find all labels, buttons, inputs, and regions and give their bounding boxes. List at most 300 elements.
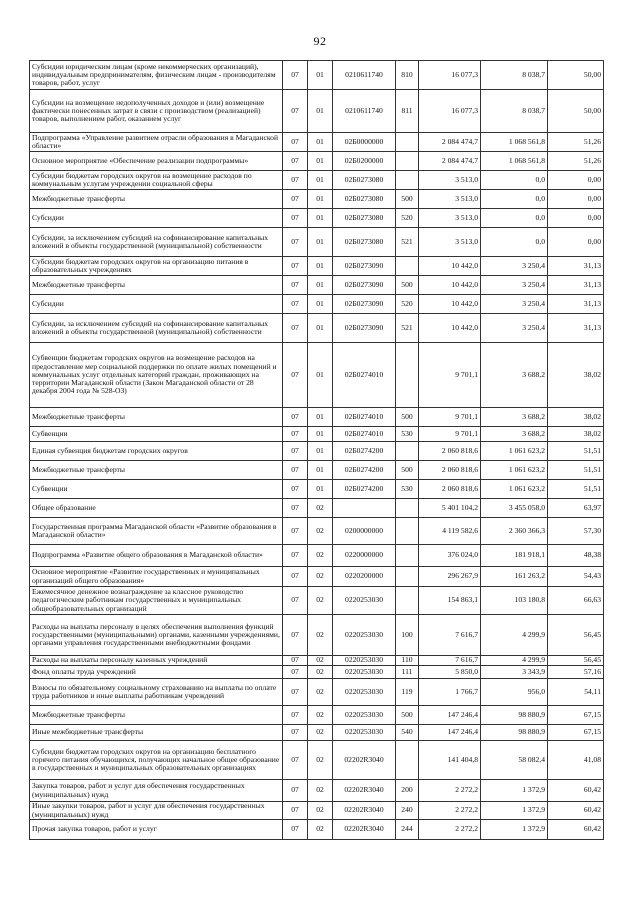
cell-actual-amount: 1 372,9 xyxy=(481,780,548,802)
cell-target-article: 02Б0274200 xyxy=(333,480,396,499)
cell-subsection: 01 xyxy=(308,276,333,295)
cell-actual-amount: 1 068 561,8 xyxy=(481,133,548,152)
cell-actual-amount: 3 688,2 xyxy=(481,427,548,442)
cell-expense-type: 111 xyxy=(396,666,419,679)
cell-name: Межбюджетные трансферты xyxy=(30,408,283,427)
cell-name: Основное мероприятие «Обеспечение реализации подпрограммы» xyxy=(30,152,283,171)
cell-section: 07 xyxy=(283,190,308,209)
cell-expense-type: 521 xyxy=(396,228,419,257)
cell-section: 07 xyxy=(283,427,308,442)
cell-percent: 60,42 xyxy=(548,780,604,802)
cell-section: 07 xyxy=(283,171,308,190)
cell-planned-amount: 5 401 104,2 xyxy=(419,499,481,518)
cell-subsection: 01 xyxy=(308,228,333,257)
cell-subsection: 01 xyxy=(308,480,333,499)
cell-expense-type: 244 xyxy=(396,820,419,840)
table-row xyxy=(30,725,604,741)
cell-subsection: 01 xyxy=(308,90,333,133)
cell-name: Общее образование xyxy=(30,499,283,518)
cell-name: Ежемесячное денежное вознаграждение за классное руководство педагогическим работникам государственных и муниципальных общеобразовательных организаций xyxy=(30,587,283,615)
cell-name: Межбюджетные трансферты xyxy=(30,276,283,295)
table-row xyxy=(30,257,604,276)
cell-subsection: 01 xyxy=(308,61,333,90)
cell-name: Межбюджетные трансферты xyxy=(30,190,283,209)
cell-subsection: 02 xyxy=(308,615,333,656)
cell-name: Субсидии на возмещение недополученных доходов и (или) возмещение фактически понесенных затрат в связи с производством (реализацией) товаров, выполнением работ, оказанием услуг xyxy=(30,90,283,133)
cell-percent: 31,13 xyxy=(548,295,604,314)
cell-planned-amount: 1 766,7 xyxy=(419,679,481,706)
cell-target-article: 0210611740 xyxy=(333,61,396,90)
table-row xyxy=(30,190,604,209)
table-row xyxy=(30,61,604,90)
cell-section: 07 xyxy=(283,228,308,257)
cell-expense-type: 500 xyxy=(396,461,419,480)
cell-percent: 60,42 xyxy=(548,820,604,840)
cell-name: Фонд оплаты труда учреждений xyxy=(30,666,283,679)
cell-section: 07 xyxy=(283,408,308,427)
cell-subsection: 02 xyxy=(308,518,333,545)
cell-name: Прочая закупка товаров, работ и услуг xyxy=(30,820,283,840)
cell-target-article: 02Б0273080 xyxy=(333,190,396,209)
cell-section: 07 xyxy=(283,666,308,679)
cell-actual-amount: 3 343,9 xyxy=(481,666,548,679)
cell-planned-amount: 3 513,0 xyxy=(419,209,481,228)
table-row xyxy=(30,171,604,190)
cell-name: Субвенции xyxy=(30,427,283,442)
cell-actual-amount: 1 061 623,2 xyxy=(481,442,548,461)
cell-name: Основное мероприятие «Развитие государственных и муниципальных организаций общего образования» xyxy=(30,567,283,587)
cell-percent: 66,63 xyxy=(548,587,604,615)
cell-section: 07 xyxy=(283,343,308,408)
table-row xyxy=(30,314,604,343)
cell-target-article: 02Б0273090 xyxy=(333,314,396,343)
cell-actual-amount: 0,0 xyxy=(481,171,548,190)
cell-percent: 0,00 xyxy=(548,209,604,228)
table-row xyxy=(30,343,604,408)
cell-target-article: 02202R3040 xyxy=(333,802,396,820)
cell-subsection: 02 xyxy=(308,741,333,780)
cell-target-article: 0220000000 xyxy=(333,545,396,567)
cell-percent: 60,42 xyxy=(548,802,604,820)
cell-actual-amount: 3 250,4 xyxy=(481,295,548,314)
cell-target-article: 02Б0200000 xyxy=(333,152,396,171)
cell-section: 07 xyxy=(283,152,308,171)
cell-target-article: 02Б0273080 xyxy=(333,209,396,228)
cell-planned-amount: 10 442,0 xyxy=(419,257,481,276)
cell-expense-type: 500 xyxy=(396,276,419,295)
cell-name: Субсидии бюджетам городских округов на возмещение расходов по коммунальным услугам учреждении социальной сферы xyxy=(30,171,283,190)
cell-subsection: 01 xyxy=(308,442,333,461)
cell-section: 07 xyxy=(283,615,308,656)
cell-percent: 31,13 xyxy=(548,276,604,295)
cell-section: 07 xyxy=(283,480,308,499)
cell-percent: 31,13 xyxy=(548,314,604,343)
cell-subsection: 01 xyxy=(308,408,333,427)
cell-expense-type: 100 xyxy=(396,615,419,656)
cell-subsection: 02 xyxy=(308,545,333,567)
cell-target-article: 02202R3040 xyxy=(333,741,396,780)
cell-subsection: 02 xyxy=(308,802,333,820)
cell-target-article: 02Б0273080 xyxy=(333,228,396,257)
cell-expense-type: 500 xyxy=(396,190,419,209)
cell-subsection: 02 xyxy=(308,820,333,840)
cell-name: Субсидии юридическим лицам (кроме некоммерческих организаций), индивидуальным предпринимателям, физическим лицам - производителям товаров, работ, услуг xyxy=(30,61,283,90)
cell-actual-amount: 3 250,4 xyxy=(481,257,548,276)
cell-planned-amount: 5 850,0 xyxy=(419,666,481,679)
cell-target-article: 02Б0274200 xyxy=(333,442,396,461)
cell-expense-type: 521 xyxy=(396,314,419,343)
cell-subsection: 02 xyxy=(308,587,333,615)
cell-actual-amount: 4 299,9 xyxy=(481,615,548,656)
cell-percent: 50,00 xyxy=(548,90,604,133)
cell-actual-amount: 1 061 623,2 xyxy=(481,480,548,499)
cell-section: 07 xyxy=(283,780,308,802)
cell-target-article: 02Б0273080 xyxy=(333,171,396,190)
cell-planned-amount: 2 060 818,6 xyxy=(419,442,481,461)
cell-name: Субсидии бюджетам городских округов на организацию питания в образовательных учреждениях xyxy=(30,257,283,276)
cell-section: 07 xyxy=(283,567,308,587)
cell-expense-type xyxy=(396,171,419,190)
cell-name: Единая субвенция бюджетам городских округов xyxy=(30,442,283,461)
cell-name: Субсидии xyxy=(30,209,283,228)
cell-name: Межбюджетные трансферты xyxy=(30,706,283,725)
table-row xyxy=(30,480,604,499)
table-row xyxy=(30,666,604,679)
cell-name: Подпрограмма «Управление развитием отрасли образования в Магаданской области» xyxy=(30,133,283,152)
table-row xyxy=(30,499,604,518)
cell-section: 07 xyxy=(283,820,308,840)
cell-expense-type xyxy=(396,518,419,545)
cell-subsection: 01 xyxy=(308,295,333,314)
cell-percent: 31,13 xyxy=(548,257,604,276)
cell-section: 07 xyxy=(283,257,308,276)
table-row xyxy=(30,679,604,706)
cell-section: 07 xyxy=(283,133,308,152)
cell-expense-type xyxy=(396,152,419,171)
cell-target-article: 02Б0274010 xyxy=(333,427,396,442)
cell-target-article: 02Б0274200 xyxy=(333,461,396,480)
cell-section: 07 xyxy=(283,90,308,133)
table-row xyxy=(30,295,604,314)
cell-subsection: 01 xyxy=(308,427,333,442)
cell-planned-amount: 9 701,1 xyxy=(419,408,481,427)
cell-name: Расходы на выплаты персоналу казенных учреждений xyxy=(30,656,283,666)
cell-planned-amount: 2 084 474,7 xyxy=(419,133,481,152)
cell-actual-amount: 8 038,7 xyxy=(481,61,548,90)
cell-name: Субвенции xyxy=(30,480,283,499)
cell-target-article: 0220253030 xyxy=(333,587,396,615)
cell-name: Государственная программа Магаданской области «Развитие образования в Магаданской области» xyxy=(30,518,283,545)
cell-percent: 48,38 xyxy=(548,545,604,567)
cell-section: 07 xyxy=(283,802,308,820)
cell-target-article: 02Б0273090 xyxy=(333,295,396,314)
cell-name: Иные закупки товаров, работ и услуг для обеспечения государственных (муниципальных) нужд xyxy=(30,802,283,820)
cell-subsection: 01 xyxy=(308,461,333,480)
cell-planned-amount: 3 513,0 xyxy=(419,171,481,190)
cell-name: Субвенции бюджетам городских округов на возмещение расходов на предоставление мер социальной поддержки по оплате жилых помещений и коммунальных услуг отдельных категорий граждан, проживающих на территории Магаданской области (Закон Магаданской области от 28 декабря 2004 года № 528-ОЗ) xyxy=(30,343,283,408)
cell-expense-type: 810 xyxy=(396,61,419,90)
cell-actual-amount: 956,0 xyxy=(481,679,548,706)
cell-section: 07 xyxy=(283,61,308,90)
cell-expense-type: 240 xyxy=(396,802,419,820)
cell-actual-amount: 3 688,2 xyxy=(481,343,548,408)
cell-name: Расходы на выплаты персоналу в целях обеспечения выполнения функций государственными (муниципальными) органами, казенными учреждениями, органами управления государственными внебюджетными фондами xyxy=(30,615,283,656)
cell-percent: 57,30 xyxy=(548,518,604,545)
cell-subsection: 02 xyxy=(308,679,333,706)
cell-name: Субсидии бюджетам городских округов на организацию бесплатного горячего питания обучающихся, получающих начальное общее образование в государственных и муниципальных образовательных организациях xyxy=(30,741,283,780)
cell-percent: 67,15 xyxy=(548,706,604,725)
cell-actual-amount: 0,0 xyxy=(481,190,548,209)
cell-percent: 0,00 xyxy=(548,171,604,190)
cell-subsection: 02 xyxy=(308,656,333,666)
cell-subsection: 01 xyxy=(308,152,333,171)
cell-subsection: 01 xyxy=(308,209,333,228)
cell-planned-amount: 141 404,8 xyxy=(419,741,481,780)
cell-planned-amount: 16 077,3 xyxy=(419,90,481,133)
cell-percent: 51,51 xyxy=(548,480,604,499)
table-row xyxy=(30,133,604,152)
cell-planned-amount: 296 267,9 xyxy=(419,567,481,587)
cell-planned-amount: 147 246,4 xyxy=(419,725,481,741)
cell-planned-amount: 2 060 818,6 xyxy=(419,461,481,480)
cell-planned-amount: 2 272,2 xyxy=(419,820,481,840)
cell-section: 07 xyxy=(283,706,308,725)
table-row xyxy=(30,567,604,587)
cell-planned-amount: 16 077,3 xyxy=(419,61,481,90)
cell-expense-type: 200 xyxy=(396,780,419,802)
cell-actual-amount: 103 180,8 xyxy=(481,587,548,615)
cell-actual-amount: 1 372,9 xyxy=(481,802,548,820)
cell-percent: 38,02 xyxy=(548,408,604,427)
cell-subsection: 01 xyxy=(308,190,333,209)
cell-name: Закупка товаров, работ и услуг для обеспечения государственных (муниципальных) нужд xyxy=(30,780,283,802)
cell-target-article: 0220253030 xyxy=(333,656,396,666)
cell-expense-type: 520 xyxy=(396,295,419,314)
cell-subsection: 01 xyxy=(308,314,333,343)
cell-subsection: 01 xyxy=(308,343,333,408)
cell-percent: 41,08 xyxy=(548,741,604,780)
cell-target-article: 02202R3040 xyxy=(333,820,396,840)
cell-actual-amount: 1 061 623,2 xyxy=(481,461,548,480)
cell-planned-amount: 10 442,0 xyxy=(419,295,481,314)
cell-planned-amount: 3 513,0 xyxy=(419,228,481,257)
cell-expense-type: 110 xyxy=(396,656,419,666)
cell-actual-amount: 98 880,9 xyxy=(481,725,548,741)
cell-subsection: 01 xyxy=(308,257,333,276)
cell-section: 07 xyxy=(283,442,308,461)
budget-table-body xyxy=(30,61,604,840)
cell-expense-type xyxy=(396,567,419,587)
table-row xyxy=(30,656,604,666)
cell-name: Взносы по обязательному социальному страхованию на выплаты по оплате труда работников и иные выплаты работникам учреждений xyxy=(30,679,283,706)
cell-section: 07 xyxy=(283,461,308,480)
cell-target-article: 0220253030 xyxy=(333,666,396,679)
cell-section: 07 xyxy=(283,499,308,518)
cell-planned-amount: 4 119 582,6 xyxy=(419,518,481,545)
cell-name: Субсидии, за исключением субсидий на софинансирование капитальных вложений в объекты государственной (муниципальной) собственности xyxy=(30,314,283,343)
cell-percent: 54,11 xyxy=(548,679,604,706)
cell-planned-amount: 154 863,1 xyxy=(419,587,481,615)
cell-actual-amount: 2 360 366,3 xyxy=(481,518,548,545)
table-row xyxy=(30,276,604,295)
cell-target-article: 02Б0274010 xyxy=(333,343,396,408)
budget-table xyxy=(29,60,604,840)
cell-percent: 67,15 xyxy=(548,725,604,741)
cell-expense-type xyxy=(396,741,419,780)
cell-target-article: 02Б0274010 xyxy=(333,408,396,427)
cell-target-article xyxy=(333,499,396,518)
table-row xyxy=(30,209,604,228)
cell-actual-amount: 3 250,4 xyxy=(481,314,548,343)
cell-target-article: 0220253030 xyxy=(333,615,396,656)
cell-expense-type xyxy=(396,133,419,152)
cell-section: 07 xyxy=(283,656,308,666)
cell-percent: 50,00 xyxy=(548,61,604,90)
cell-section: 07 xyxy=(283,587,308,615)
cell-expense-type: 811 xyxy=(396,90,419,133)
cell-expense-type: 530 xyxy=(396,480,419,499)
table-row xyxy=(30,615,604,656)
cell-section: 07 xyxy=(283,518,308,545)
cell-actual-amount: 98 880,9 xyxy=(481,706,548,725)
cell-expense-type xyxy=(396,343,419,408)
cell-expense-type: 500 xyxy=(396,408,419,427)
cell-section: 07 xyxy=(283,314,308,343)
cell-expense-type xyxy=(396,257,419,276)
table-row xyxy=(30,587,604,615)
cell-actual-amount: 161 263,2 xyxy=(481,567,548,587)
cell-subsection: 02 xyxy=(308,666,333,679)
cell-section: 07 xyxy=(283,679,308,706)
cell-name: Субсидии, за исключением субсидий на софинансирование капитальных вложений в объекты государственной (муниципальной) собственности xyxy=(30,228,283,257)
cell-percent: 51,26 xyxy=(548,152,604,171)
cell-expense-type xyxy=(396,587,419,615)
table-row xyxy=(30,518,604,545)
cell-actual-amount: 181 918,1 xyxy=(481,545,548,567)
cell-actual-amount: 58 082,4 xyxy=(481,741,548,780)
cell-percent: 0,00 xyxy=(548,228,604,257)
cell-percent: 56,45 xyxy=(548,656,604,666)
cell-planned-amount: 376 024,0 xyxy=(419,545,481,567)
table-row xyxy=(30,545,604,567)
table-row xyxy=(30,741,604,780)
cell-expense-type xyxy=(396,545,419,567)
page-number: 92 xyxy=(313,34,327,48)
cell-percent: 51,51 xyxy=(548,461,604,480)
cell-planned-amount: 10 442,0 xyxy=(419,276,481,295)
cell-section: 07 xyxy=(283,545,308,567)
cell-planned-amount: 2 272,2 xyxy=(419,780,481,802)
cell-target-article: 0200000000 xyxy=(333,518,396,545)
cell-percent: 38,02 xyxy=(548,343,604,408)
cell-percent: 51,26 xyxy=(548,133,604,152)
table-row xyxy=(30,427,604,442)
cell-target-article: 0220253030 xyxy=(333,706,396,725)
table-row xyxy=(30,152,604,171)
cell-subsection: 01 xyxy=(308,171,333,190)
cell-subsection: 02 xyxy=(308,780,333,802)
cell-planned-amount: 2 084 474,7 xyxy=(419,152,481,171)
cell-name: Субсидии xyxy=(30,295,283,314)
cell-target-article: 02Б0273090 xyxy=(333,276,396,295)
cell-expense-type: 500 xyxy=(396,706,419,725)
cell-expense-type: 119 xyxy=(396,679,419,706)
cell-name: Подпрограмма «Развитие общего образования в Магаданской области» xyxy=(30,545,283,567)
cell-name: Межбюджетные трансферты xyxy=(30,461,283,480)
cell-planned-amount: 7 616,7 xyxy=(419,615,481,656)
cell-expense-type: 530 xyxy=(396,427,419,442)
cell-actual-amount: 3 688,2 xyxy=(481,408,548,427)
cell-section: 07 xyxy=(283,209,308,228)
cell-section: 07 xyxy=(283,741,308,780)
table-row xyxy=(30,90,604,133)
table-row xyxy=(30,461,604,480)
cell-actual-amount: 1 068 561,8 xyxy=(481,152,548,171)
cell-target-article: 0210611740 xyxy=(333,90,396,133)
cell-expense-type: 520 xyxy=(396,209,419,228)
cell-actual-amount: 0,0 xyxy=(481,209,548,228)
table-row xyxy=(30,802,604,820)
cell-section: 07 xyxy=(283,295,308,314)
cell-name: Иные межбюджетные трансферты xyxy=(30,725,283,741)
table-row xyxy=(30,780,604,802)
cell-target-article: 0220253030 xyxy=(333,725,396,741)
cell-target-article: 02Б0000000 xyxy=(333,133,396,152)
table-row xyxy=(30,442,604,461)
cell-actual-amount: 0,0 xyxy=(481,228,548,257)
cell-target-article: 0220253030 xyxy=(333,679,396,706)
cell-percent: 38,02 xyxy=(548,427,604,442)
table-row xyxy=(30,228,604,257)
cell-percent: 56,45 xyxy=(548,615,604,656)
cell-planned-amount: 10 442,0 xyxy=(419,314,481,343)
table-row xyxy=(30,408,604,427)
cell-percent: 51,51 xyxy=(548,442,604,461)
cell-target-article: 02202R3040 xyxy=(333,780,396,802)
cell-subsection: 01 xyxy=(308,133,333,152)
cell-percent: 63,97 xyxy=(548,499,604,518)
cell-expense-type xyxy=(396,499,419,518)
cell-planned-amount: 147 246,4 xyxy=(419,706,481,725)
cell-actual-amount: 3 455 058,0 xyxy=(481,499,548,518)
cell-percent: 54,43 xyxy=(548,567,604,587)
cell-actual-amount: 4 299,9 xyxy=(481,656,548,666)
cell-section: 07 xyxy=(283,276,308,295)
table-row xyxy=(30,820,604,840)
cell-subsection: 02 xyxy=(308,706,333,725)
cell-percent: 0,00 xyxy=(548,190,604,209)
cell-planned-amount: 2 272,2 xyxy=(419,802,481,820)
cell-subsection: 02 xyxy=(308,567,333,587)
cell-planned-amount: 9 701,1 xyxy=(419,427,481,442)
cell-actual-amount: 8 038,7 xyxy=(481,90,548,133)
cell-actual-amount: 1 372,9 xyxy=(481,820,548,840)
cell-target-article: 0220200000 xyxy=(333,567,396,587)
cell-actual-amount: 3 250,4 xyxy=(481,276,548,295)
cell-planned-amount: 2 060 818,6 xyxy=(419,480,481,499)
cell-section: 07 xyxy=(283,725,308,741)
cell-expense-type xyxy=(396,442,419,461)
cell-expense-type: 540 xyxy=(396,725,419,741)
cell-percent: 57,16 xyxy=(548,666,604,679)
cell-planned-amount: 3 513,0 xyxy=(419,190,481,209)
cell-target-article: 02Б0273090 xyxy=(333,257,396,276)
cell-planned-amount: 9 701,1 xyxy=(419,343,481,408)
cell-subsection: 02 xyxy=(308,725,333,741)
table-row xyxy=(30,706,604,725)
cell-subsection: 02 xyxy=(308,499,333,518)
cell-planned-amount: 7 616,7 xyxy=(419,656,481,666)
